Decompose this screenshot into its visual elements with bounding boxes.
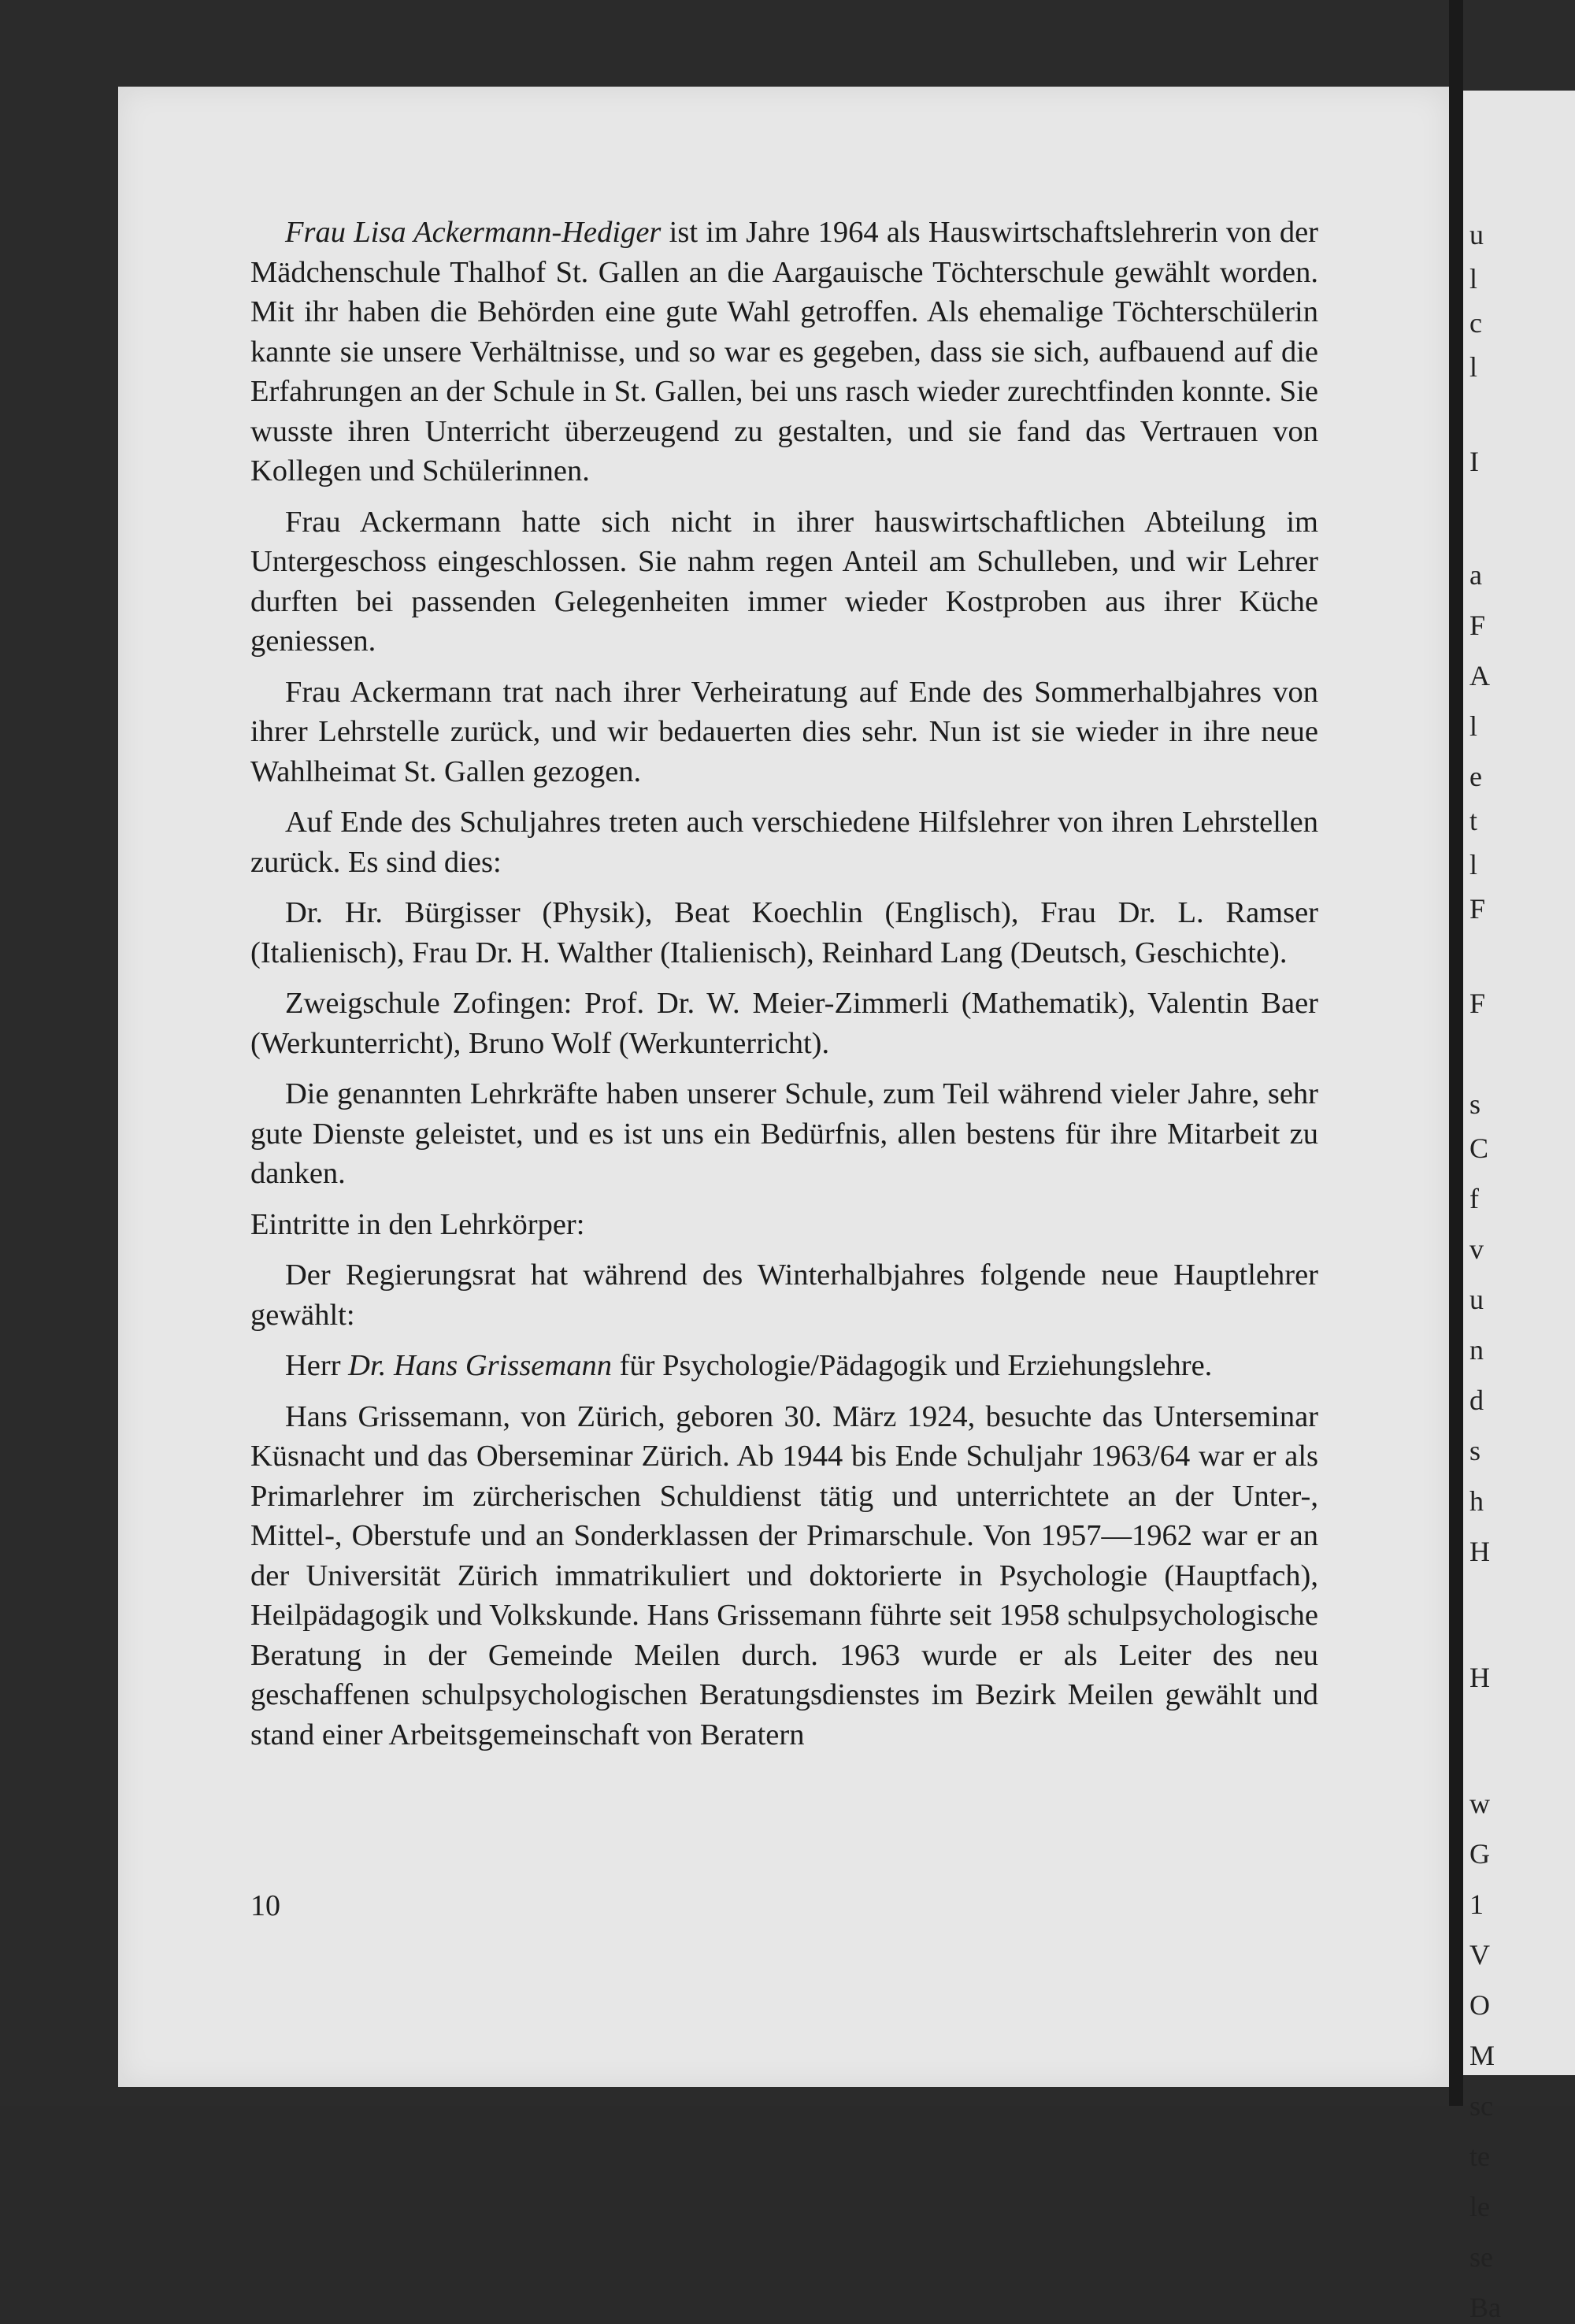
adjacent-page-fragment: M [1469, 2040, 1495, 2071]
adjacent-page-fragment: s [1469, 1088, 1481, 1120]
adjacent-page-fragment: C [1469, 1132, 1489, 1164]
adjacent-page-fragment: u [1469, 219, 1484, 250]
section-heading: Eintritte in den Lehrkörper: [250, 1207, 585, 1241]
adjacent-page-fragment: 1 [1469, 1888, 1484, 1920]
adjacent-page-fragment: Ba [1469, 2292, 1501, 2323]
adjacent-page-fragment: te [1469, 2141, 1490, 2172]
adjacent-page-fragment: e [1469, 761, 1482, 792]
paragraph-3: Frau Ackermann trat nach ihrer Verheiratung auf Ende des Sommerhalbjahres von ihrer Lehrstelle zurück, und wir bedauerten dies sehr. Nun ist sie wieder in ihre neue Wahlheimat St. Gallen gezogen. [250, 675, 1318, 788]
adjacent-page-fragment: se [1469, 2241, 1493, 2273]
name-italic: Dr. Hans Grissemann [348, 1349, 612, 1382]
adjacent-page-fragment: G [1469, 1838, 1490, 1870]
adjacent-page-edge [1463, 91, 1575, 2323]
adjacent-page-fragment: A [1469, 660, 1490, 691]
paragraph-11: Hans Grissemann, von Zürich, geboren 30. März 1924, besuchte das Unterseminar Küsnacht und das Oberseminar Zürich. Ab 1944 bis Ende Schuljahr 1963/64 war er als Primarlehrer im zürcherischen Schuldienst tätig und unterrichtete an der Unter-, Mittel-, Oberstufe und an Sonderklassen der Primarschule. Von 1957—1962 war er an der Universität Zürich immatrikuliert und doktorierte in Psychologie (Hauptfach), Heilpädagogik und Volkskunde. Hans Grissemann führte seit 1958 schulpsychologische Beratung in der Gemeinde Meilen durch. 1963 wurde er als Leiter des neu geschaffenen schulpsychologischen Beratungsdienstes im Bezirk Meilen gewählt und stand einer Arbeitsgemeinschaft von Beratern [250, 1399, 1318, 1751]
adjacent-page-fragment: n [1469, 1334, 1484, 1366]
adjacent-page-fragment: F [1469, 610, 1486, 641]
paragraph-4: Auf Ende des Schuljahres treten auch verschiedene Hilfslehrer von ihren Lehrstellen zurück. Es sind dies: [250, 806, 1318, 879]
adjacent-page-fragment: h [1469, 1485, 1484, 1517]
adjacent-page-fragment: d [1469, 1384, 1484, 1416]
paragraph-2: Frau Ackermann hatte sich nicht in ihrer hauswirtschaftlichen Abteilung im Untergeschoss eingeschlossen. Sie nahm regen Anteil am Schulleben, und wir Lehrer durften bei passenden Gelegenheiten immer wieder Kostproben aus ihrer Küche geniessen. [250, 505, 1318, 658]
body-text [250, 213, 1318, 1766]
paragraph-9: Der Regierungsrat hat während des Winterhalbjahres folgende neue Hauptlehrer gewählt: [250, 1258, 1318, 1332]
adjacent-page-fragment: f [1469, 1183, 1479, 1214]
adjacent-page-fragment: V [1469, 1939, 1490, 1970]
name-italic: Frau Lisa Ackermann-Hediger [285, 216, 662, 249]
adjacent-page-fragment: t [1469, 805, 1478, 836]
adjacent-page-fragment: a [1469, 559, 1482, 591]
adjacent-page-fragment: H [1469, 1536, 1490, 1567]
paragraph-7: Die genannten Lehrkräfte haben unserer Schule, zum Teil während vieler Jahre, sehr gute Dienste geleistet, und es ist uns ein Bedürfnis, allen bestens für ihre Mitarbeit zu danken. [250, 1077, 1318, 1190]
adjacent-page-fragment: l [1469, 263, 1478, 295]
adjacent-page-fragment: u [1469, 1284, 1484, 1315]
paragraph-10: Herr Dr. Hans Grissemann für Psychologie/Pädagogik und Erziehungslehre. [285, 1349, 1213, 1382]
paragraph-5: Dr. Hr. Bürgisser (Physik), Beat Koechlin (Englisch), Frau Dr. L. Ramser (Italienisch), Frau Dr. H. Walther (Italienisch), Reinhard Lang (Deutsch, Geschichte). [250, 896, 1318, 969]
paragraph-1: Frau Lisa Ackermann-Hediger ist im Jahre 1964 als Hauswirtschaftslehrerin von der Mädchenschule Thalhof St. Gallen an die Aargauische Töchterschule gewählt worden. Mit ihr haben die Behörden eine gute Wahl getroffen. Als ehemalige Töchterschülerin kannte sie unsere Verhältnisse, und so war es gegeben, dass sie sich, aufbauend auf die Erfahrungen an der Schule in St. Gallen, bei uns rasch wieder zurechtfinden konnte. Sie wusste ihren Unterricht überzeugend zu gestalten, und sie fand das Vertrauen von Kollegen und Schülerinnen. [250, 216, 1318, 487]
adjacent-page-fragment: F [1469, 988, 1486, 1019]
page-number: 10 [250, 1889, 280, 1922]
adjacent-page-fragment: le [1469, 2191, 1490, 2222]
adjacent-page-fragment: sc [1469, 2090, 1493, 2122]
adjacent-page-fragment: O [1469, 1989, 1490, 2021]
paragraph-6: Zweigschule Zofingen: Prof. Dr. W. Meier-Zimmerli (Mathematik), Valentin Baer (Werkunterricht), Bruno Wolf (Werkunterricht). [250, 987, 1318, 1060]
adjacent-page-fragment: I [1469, 446, 1479, 477]
adjacent-page-fragment: l [1469, 710, 1478, 742]
adjacent-page-fragment: l [1469, 849, 1478, 880]
adjacent-page-fragment: c [1469, 307, 1482, 339]
adjacent-page-fragment: v [1469, 1233, 1484, 1265]
adjacent-page-fragment: F [1469, 893, 1486, 925]
book-gutter [1449, 0, 1463, 2106]
adjacent-page-fragment: H [1469, 1662, 1490, 1693]
adjacent-page-fragment: w [1469, 1788, 1490, 1819]
adjacent-page-fragment: l [1469, 351, 1478, 383]
adjacent-page-fragment: s [1469, 1435, 1481, 1466]
